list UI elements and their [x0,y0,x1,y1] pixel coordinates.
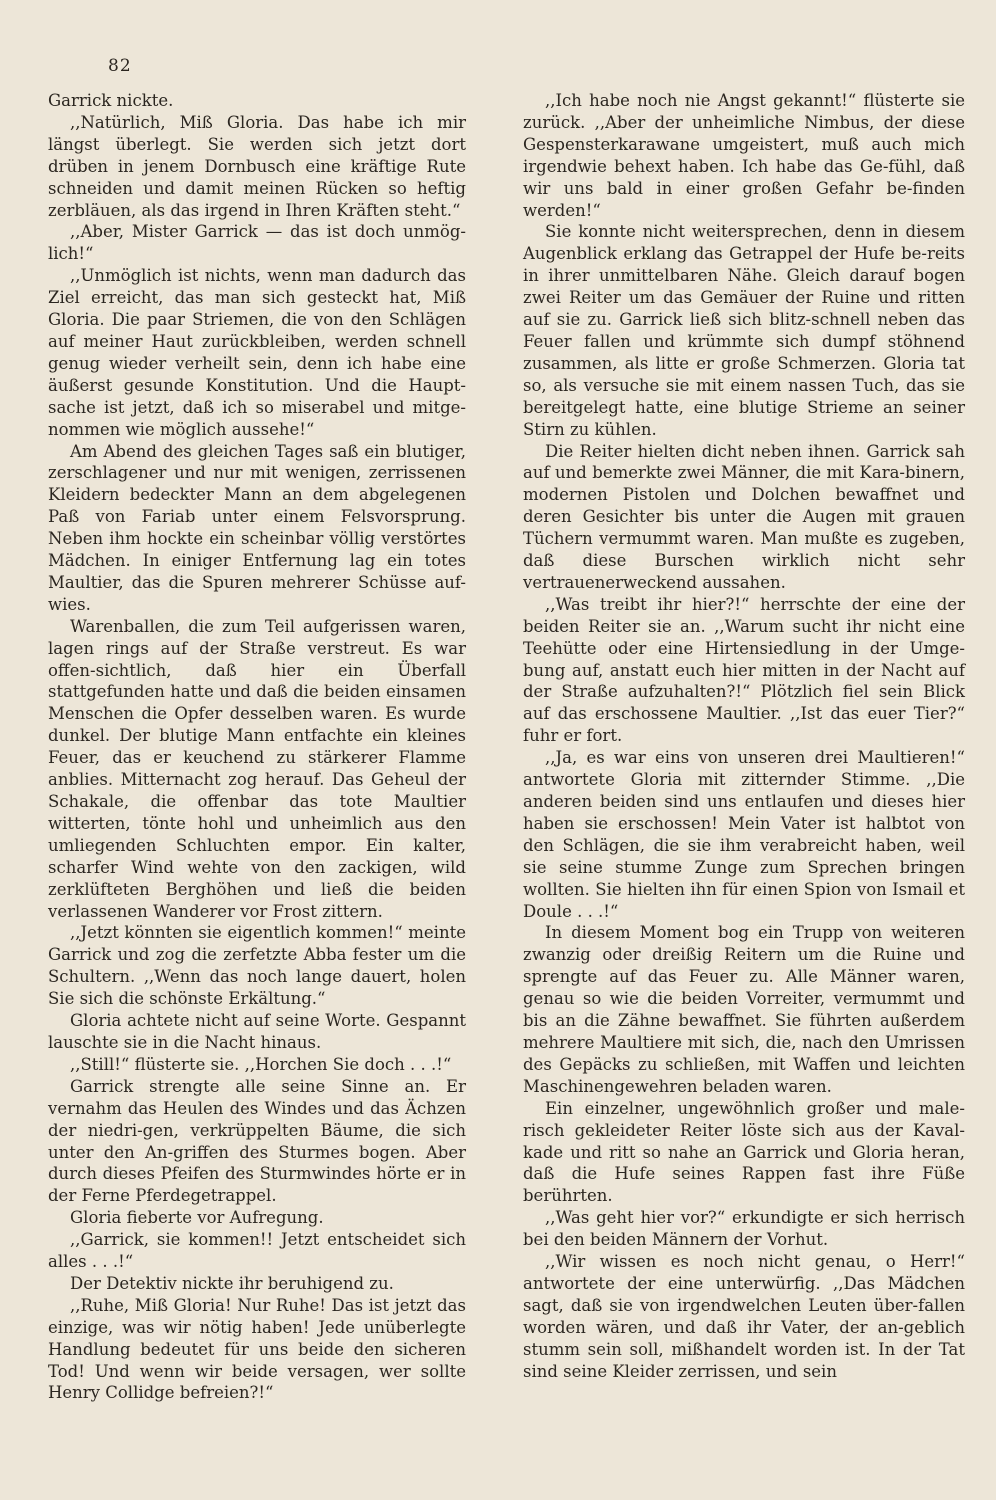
right-column [523,90,965,1382]
paragraph: ,,Natürlich, Miß Gloria. Das habe ich mir längst überlegt. Sie werden sich jetzt dort drüben in jenem Dornbusch eine kräftige Rute schneiden und damit meinen Rücken so heftig zerbläuen, als das irgend in Ihren Kräften steht.“ [48,112,466,220]
paragraph: ,,Ja, es war eins von unseren drei Maultieren!“ antwortete Gloria mit zitternder Stimme. ,,Die anderen beiden sind uns entlaufen und dieses hier haben sie erschossen! Mein Vater ist halbtot von den Schlägen, die sie ihm verabreicht haben, weil sie seine stumme Zunge zum Sprechen bringen wollten. Sie hielten ihn für einen Spion von Ismail et Doule . . .!“ [523,748,965,921]
paragraph: ,,Jetzt könnten sie eigentlich kommen!“ meinte Garrick und zog die zerfetzte Abba fester um die Schultern. ,,Wenn das noch lange dauert, holen Sie sich die schönste Erkältung.“ [48,923,466,1009]
paragraph: Garrick strengte alle seine Sinne an. Er vernahm das Heulen des Windes und das Ächzen der niedri-gen, verkrüppelten Bäume, die sich unter den An-griffen des Sturmes bogen. Aber durch dieses Pfeifen des Sturmwindes hörte er in der Ferne Pferdegetrappel. [48,1076,466,1206]
paragraph: ,,Was treibt ihr hier?!“ herrschte der eine der beiden Reiter sie an. ,,Warum sucht ihr nicht eine Teehütte oder eine Hirtensiedlung in der Umge-bung auf, anstatt euch hier mitten in der Nacht auf der Straße aufzuhalten?!“ Plötzlich fiel sein Blick auf das erschossene Maultier. ,,Ist das euer Tier?“ fuhr er fort. [523,594,965,746]
paragraph: ,,Aber, Mister Garrick — das ist doch unmög-lich!“ [48,222,466,264]
paragraph: Sie konnte nicht weitersprechen, denn in diesem Augenblick erklang das Getrappel der Hufe be-reits in ihrer unmittelbaren Nähe. Gleich darauf bogen zwei Reiter um das Gemäuer der Ruine und ritten auf sie zu. Garrick ließ sich blitz-schnell neben das Feuer fallen und krümmte sich dumpf stöhnend zusammen, als litte er große Schmerzen. Gloria tat so, als versuche sie mit einem nassen Tuch, das sie bereitgelegt hatte, eine blutige Strieme an seiner Stirn zu kühlen. [523,222,965,439]
paragraph: Die Reiter hielten dicht neben ihnen. Garrick sah auf und bemerkte zwei Männer, die mit Kara-binern, modernen Pistolen und Dolchen bewaffnet und deren Gesichter bis unter die Augen mit grauen Tüchern vermummt waren. Man mußte es zugeben, daß diese Burschen wirklich nicht sehr vertrauenerweckend aussahen. [523,441,965,592]
paragraph: ,,Wir wissen es noch nicht genau, o Herr!“ antwortete der eine unterwürfig. ,,Das Mädchen sagt, daß sie von irgendwelchen Leuten über-fallen worden wären, und daß ihr Vater, der an-geblich stumm sein soll, mißhandelt worden ist. In der Tat sind seine Kleider zerrissen, und sein [523,1252,965,1381]
paragraph: Warenballen, die zum Teil aufgerissen waren, lagen rings auf der Straße verstreut. Es war offen-sichtlich, daß hier ein Überfall stattgefunden hatte und daß die beiden einsamen Menschen die Opfer desselben waren. Es wurde dunkel. Der blutige Mann entfachte ein kleines Feuer, das er keuchend zu stärkerer Flamme anblies. Mitternacht zog herauf. Das Geheul der Schakale, die offenbar das tote Maultier witterten, tönte hohl und unheimlich aus den umliegenden Schluchten empor. Ein kalter, scharfer Wind wehte von den zackigen, wild zerklüfteten Berghöhen und ließ die beiden verlassenen Wanderer vor Frost zittern. [48,616,466,921]
paragraph: Der Detektiv nickte ihr beruhigend zu. [70,1273,394,1293]
paragraph: ,,Unmöglich ist nichts, wenn man dadurch das Ziel erreicht, das man sich gesteckt hat, Miß Gloria. Die paar Striemen, die von den Schlägen auf meiner Haut zurückbleiben, werden schnell genug wieder verheilt sein, denn ich habe eine äußerst gesunde Konstitution. Und die Haupt-sache ist jetzt, daß ich so miserabel und mitge-nommen wie möglich aussehe!“ [48,266,466,439]
paragraph: Gloria achtete nicht auf seine Worte. Gespannt lauschte sie in die Nacht hinaus. [48,1011,466,1052]
left-column [48,90,466,1404]
paragraph: Am Abend des gleichen Tages saß ein blutiger, zerschlagener und nur mit wenigen, zerrissenen Kleidern bedeckter Mann an dem abgelegenen Paß von Fariab unter einem Felsvorsprung. Neben ihm hockte ein scheinbar völlig verstörtes Mädchen. In einiger Entfernung lag ein totes Maultier, das die Spuren mehrerer Schüsse auf-wies. [48,441,466,614]
paragraph: ,,Ruhe, Miß Gloria! Nur Ruhe! Das ist jetzt das einzige, was wir nötig haben! Jede unüberlegte Handlung bedeutet für uns beide den sicheren Tod! Und wenn wir beide versagen, wer sollte Henry Collidge befreien?!“ [48,1295,466,1403]
page-number: 82 [108,56,132,76]
paragraph: ,,Still!“ flüsterte sie. ,,Horchen Sie doch . . .!“ [70,1054,452,1074]
paragraph: ,,Was geht hier vor?“ erkundigte er sich herrisch bei den beiden Männern der Vorhut. [523,1208,965,1250]
paragraph: Ein einzelner, ungewöhnlich großer und male-risch gekleideter Reiter löste sich aus der Kaval-kade und ritt so nahe an Garrick und Gloria heran, daß die Hufe seines Rappen fast ihre Füße berührten. [523,1098,965,1206]
paragraph: Garrick nickte. [48,91,174,110]
paragraph: ,,Garrick, sie kommen!! Jetzt entscheidet sich alles . . .!“ [48,1230,466,1272]
paragraph: ,,Ich habe noch nie Angst gekannt!“ flüsterte sie zurück. ,,Aber der unheimliche Nimbus, der diese Gespensterkarawane umgeistert, muß auch mich irgendwie behext haben. Ich habe das Ge-fühl, daß wir uns bald in einer großen Gefahr be-finden werden!“ [523,91,965,220]
paragraph: Gloria fieberte vor Aufregung. [70,1208,324,1228]
paragraph: In diesem Moment bog ein Trupp von weiteren zwanzig oder dreißig Reitern um die Ruine und sprengte auf das Feuer zu. Alle Männer waren, genau so wie die beiden Vorreiter, vermummt und bis an die Zähne bewaffnet. Sie führten außerdem mehrere Maultiere mit sich, die, nach den Umrissen des Gepäcks zu schließen, mit Waffen und leichten Maschinengewehren beladen waren. [523,923,965,1096]
